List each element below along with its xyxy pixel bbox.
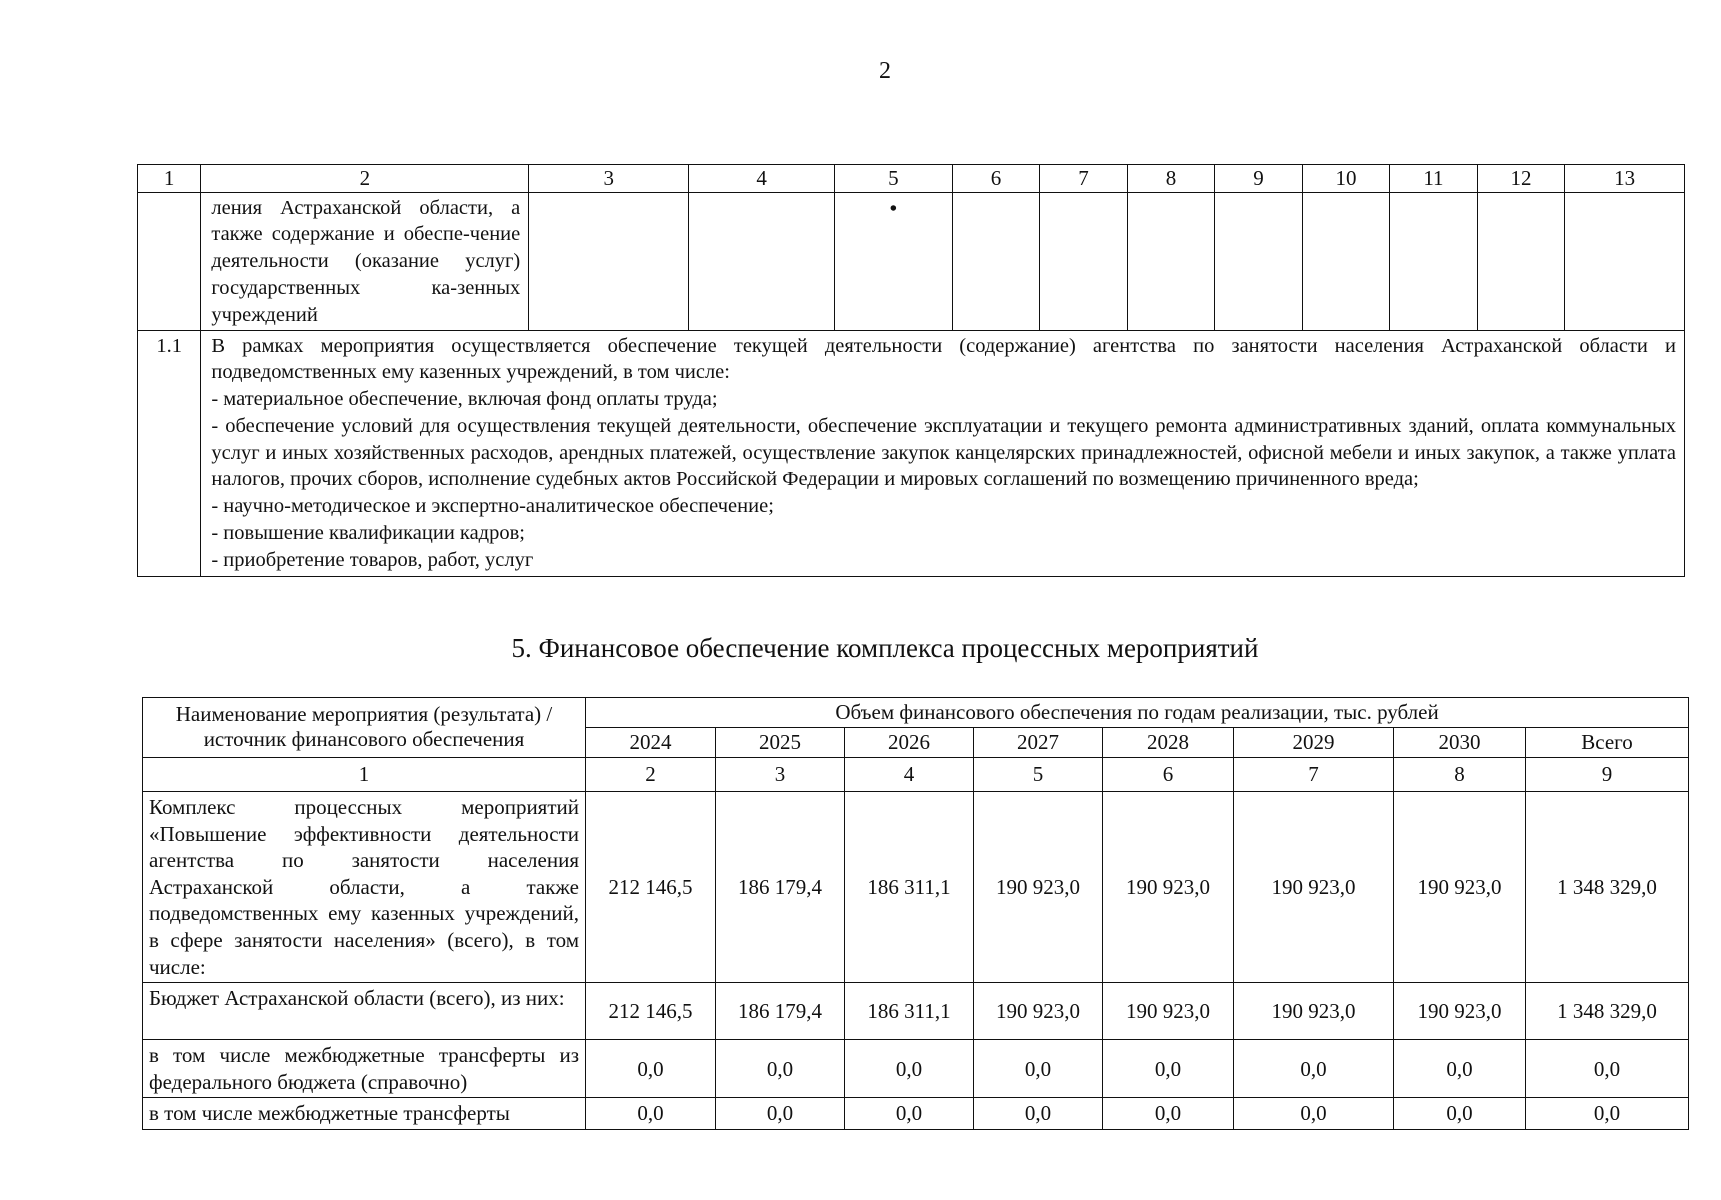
table-cell bbox=[1477, 192, 1565, 330]
table-cell bbox=[952, 192, 1040, 330]
value-cell: 0,0 bbox=[586, 1098, 716, 1130]
table-cell bbox=[1215, 192, 1303, 330]
value-cell: 0,0 bbox=[1394, 1040, 1526, 1098]
description-line: В рамках мероприятия осуществляется обеспечение текущей деятельности (содержание) агентства по занятости населения Астраханской области и подведомственных ему казенных учреждений, в том числе: bbox=[211, 334, 1676, 384]
table-cell bbox=[1302, 192, 1390, 330]
table-cell bbox=[835, 192, 953, 330]
column-number-header: 12 bbox=[1477, 165, 1565, 193]
table-cell bbox=[529, 192, 689, 330]
table-row bbox=[143, 792, 1689, 983]
value-cell: 0,0 bbox=[1103, 1098, 1234, 1130]
column-number: 2 bbox=[586, 758, 716, 792]
year-header: 2025 bbox=[716, 728, 845, 758]
value-cell: 190 923,0 bbox=[1394, 983, 1526, 1040]
value-cell: 186 311,1 bbox=[845, 792, 974, 983]
column-number: 7 bbox=[1234, 758, 1394, 792]
column-number-header: 3 bbox=[529, 165, 689, 193]
column-number: 6 bbox=[1103, 758, 1234, 792]
value-cell: 186 311,1 bbox=[845, 983, 974, 1040]
value-cell: 0,0 bbox=[974, 1098, 1103, 1130]
value-cell: 212 146,5 bbox=[586, 983, 716, 1040]
column-number-header: 8 bbox=[1127, 165, 1215, 193]
value-cell: 190 923,0 bbox=[1103, 983, 1234, 1040]
table-cell bbox=[689, 192, 835, 330]
total-header: Всего bbox=[1526, 728, 1689, 758]
column-number: 4 bbox=[845, 758, 974, 792]
column-number-header: 10 bbox=[1302, 165, 1390, 193]
column-number: 8 bbox=[1394, 758, 1526, 792]
value-cell: 186 179,4 bbox=[716, 792, 845, 983]
table-row bbox=[138, 192, 1685, 330]
section-title: 5. Финансовое обеспечение комплекса процессных мероприятий bbox=[511, 633, 1259, 663]
column-number-header: 5 bbox=[835, 165, 953, 193]
total-cell: 0,0 bbox=[1526, 1098, 1689, 1130]
column-number-header: 2 bbox=[201, 165, 529, 193]
row-name: в том числе межбюджетные трансферты bbox=[143, 1098, 586, 1130]
value-cell: 0,0 bbox=[716, 1098, 845, 1130]
column-number: 1 bbox=[143, 758, 586, 792]
year-header: 2024 bbox=[586, 728, 716, 758]
column-number: 5 bbox=[974, 758, 1103, 792]
column-number-header: 11 bbox=[1390, 165, 1478, 193]
row-name: в том числе межбюджетные трансферты из федерального бюджета (справочно) bbox=[143, 1040, 586, 1098]
table-cell bbox=[1390, 192, 1478, 330]
description-line: - приобретение товаров, работ, услуг bbox=[211, 548, 534, 571]
value-cell: 190 923,0 bbox=[1394, 792, 1526, 983]
value-cell: 190 923,0 bbox=[974, 792, 1103, 983]
row-name: Комплекс процессных мероприятий «Повышение эффективности деятельности агентства по занятости населения Астраханской области, а также подведомственных ему казенных учреждений, в сфере занятости населения» (всего), в том числе: bbox=[143, 792, 586, 983]
column-number-header: 13 bbox=[1565, 165, 1685, 193]
row-name: Бюджет Астраханской области (всего), из них: bbox=[143, 983, 586, 1040]
table-row bbox=[143, 1040, 1689, 1098]
total-cell: 0,0 bbox=[1526, 1040, 1689, 1098]
column-number-header: 9 bbox=[1215, 165, 1303, 193]
value-cell: 0,0 bbox=[586, 1040, 716, 1098]
column-number-header: 1 bbox=[138, 165, 201, 193]
table-row bbox=[143, 983, 1689, 1040]
column-number-row bbox=[143, 758, 1689, 792]
column-number: 3 bbox=[716, 758, 845, 792]
table-cell bbox=[138, 192, 201, 330]
stray-mark: • bbox=[889, 197, 897, 220]
value-cell: 190 923,0 bbox=[974, 983, 1103, 1040]
table-cell bbox=[1040, 192, 1128, 330]
table-row bbox=[143, 1098, 1689, 1130]
measure-name-continuation: ления Астраханской области, а также содержание и обеспе-чение деятельности (оказание услуг) государственных ка-зенных учреждений bbox=[201, 192, 529, 330]
value-cell: 190 923,0 bbox=[1103, 792, 1234, 983]
value-cell: 190 923,0 bbox=[1234, 792, 1394, 983]
value-cell: 0,0 bbox=[845, 1040, 974, 1098]
table-cell bbox=[1565, 192, 1685, 330]
measures-table bbox=[137, 164, 1685, 577]
name-column-header: Наименование мероприятия (результата) / источник финансового обеспечения bbox=[143, 698, 586, 758]
year-header: 2029 bbox=[1234, 728, 1394, 758]
description-line: - повышение квалификации кадров; bbox=[211, 522, 525, 545]
financing-table bbox=[142, 697, 1689, 1130]
value-cell: 0,0 bbox=[1234, 1040, 1394, 1098]
value-cell: 0,0 bbox=[716, 1040, 845, 1098]
table-header-row bbox=[143, 698, 1689, 728]
column-number-header: 4 bbox=[689, 165, 835, 193]
value-cell: 190 923,0 bbox=[1234, 983, 1394, 1040]
table-row bbox=[138, 330, 1685, 576]
description-line: - материальное обеспечение, включая фонд оплаты труда; bbox=[211, 388, 718, 411]
table-header-row bbox=[138, 165, 1685, 193]
year-header: 2027 bbox=[974, 728, 1103, 758]
value-cell: 0,0 bbox=[845, 1098, 974, 1130]
value-cell: 186 179,4 bbox=[716, 983, 845, 1040]
column-number: 9 bbox=[1526, 758, 1689, 792]
total-cell: 1 348 329,0 bbox=[1526, 792, 1689, 983]
value-cell: 212 146,5 bbox=[586, 792, 716, 983]
column-number-header: 6 bbox=[952, 165, 1040, 193]
year-header: 2028 bbox=[1103, 728, 1234, 758]
page-number: 2 bbox=[879, 58, 891, 84]
description-line: - обеспечение условий для осуществления текущей деятельности, обеспечение эксплуатации и текущего ремонта административных зданий, оплата коммунальных услуг и иных хозяйственных расходов, арендных платежей, осуществление закупок канцелярских принадлежностей, офисной мебели и иных закупок, а также уплата налогов, прочих сборов, исполнение судебных актов Российской Федерации и мировых соглашений по возмещению причиненного вреда; bbox=[211, 414, 1676, 491]
description-line: - научно-методическое и экспертно-аналитическое обеспечение; bbox=[211, 495, 774, 518]
volume-header: Объем финансового обеспечения по годам реализации, тыс. рублей bbox=[586, 698, 1689, 728]
year-header: 2030 bbox=[1394, 728, 1526, 758]
year-header: 2026 bbox=[845, 728, 974, 758]
value-cell: 0,0 bbox=[1103, 1040, 1234, 1098]
table-cell bbox=[1127, 192, 1215, 330]
row-number: 1.1 bbox=[138, 330, 201, 576]
measure-description bbox=[201, 330, 1685, 576]
column-number-header: 7 bbox=[1040, 165, 1128, 193]
value-cell: 0,0 bbox=[974, 1040, 1103, 1098]
total-cell: 1 348 329,0 bbox=[1526, 983, 1689, 1040]
value-cell: 0,0 bbox=[1234, 1098, 1394, 1130]
value-cell: 0,0 bbox=[1394, 1098, 1526, 1130]
